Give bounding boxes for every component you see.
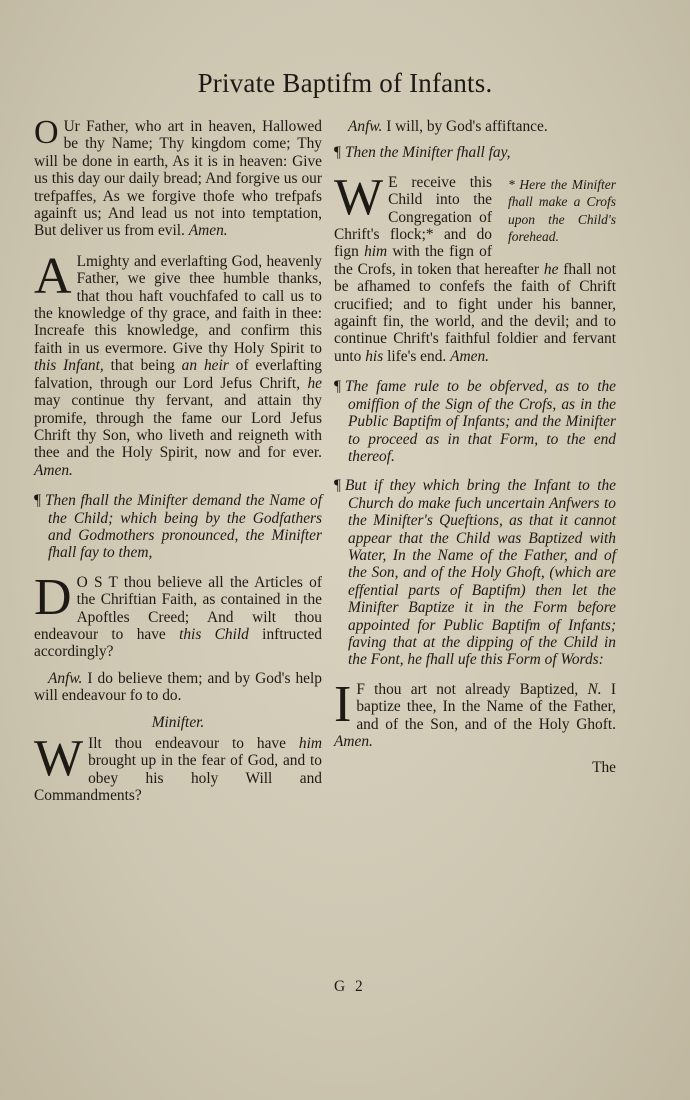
pilcrow-icon: ¶ <box>334 144 341 162</box>
lords-prayer-text: Ur Father, who art in heaven, Hallowed be thy Name; Thy kingdom come; Thy will be done in earth, As it is in heaven: Give us this day our daily bread; And forgive us our trefpaffes, As we forgive thofe who trefpafs againft us; And lead us not into temptation, But deliver us from evil. <box>34 118 322 240</box>
dropcap: W <box>334 168 384 226</box>
question-italic: this Child <box>179 625 249 643</box>
question-part: inftructed accordingly? <box>34 625 322 661</box>
rubric-uncertain-answers <box>334 477 616 668</box>
amen: Amen. <box>334 733 373 750</box>
receive-italic: he <box>543 260 559 278</box>
answer-label: Anfw. <box>348 118 383 135</box>
conditional-part: I baptize thee, In the Name of the Father, and of the Son, and of the Holy Ghoft. <box>356 680 616 733</box>
receive-part: life's end. <box>387 347 447 365</box>
pilcrow-icon: ¶ <box>34 492 41 510</box>
thanksgiving-part: that being <box>110 357 175 375</box>
thanksgiving-part: of everlafting falvation, through our Lord Jefus Chrift, <box>34 357 322 392</box>
signature-mark: G 2 <box>334 978 366 995</box>
answer-text: I do believe them; and by God's help will endeavour fo to do. <box>34 669 322 705</box>
dropcap: I <box>334 675 352 733</box>
dropcap: W <box>34 730 84 787</box>
conditional-italic: N. <box>587 680 602 698</box>
articles-question <box>34 568 322 661</box>
lords-prayer <box>34 114 322 240</box>
rubric-text: Then fhall the Minifter demand the Name of the Child; which being by the Godfathers and Godmothers pronounced, the Minifter fhall fay to them, <box>44 492 322 562</box>
receive-part: E receive this Child into the Congregation of Chrift's flock;* and do fign <box>334 173 492 261</box>
pilcrow-icon: ¶ <box>334 378 341 396</box>
thanksgiving-prayer <box>34 247 322 479</box>
thanksgiving-italic: he <box>307 374 322 392</box>
receive-part: fhall not be afhamed to confefs the faith of Chrift crucified; and to fight under his banner, againft fin, the world, and the devil; and to continue Chrift's faithful foldier and fervant unto <box>334 260 616 365</box>
left-column <box>34 114 322 818</box>
dropcap: A <box>34 247 72 305</box>
receive-part: with the fign of the Crofs, in token that hereafter <box>334 243 540 278</box>
question-part: O S T thou believe all the Articles of the Chriftian Faith, as contained in the Apoftles Creed; And wilt thou endeavour to have <box>34 573 322 643</box>
conditional-baptism <box>334 675 616 751</box>
catchword: The <box>592 759 616 777</box>
pilcrow-icon: ¶ <box>334 477 341 495</box>
dropcap: O <box>34 114 59 151</box>
amen: Amen. <box>450 347 490 365</box>
conditional-part: F thou art not already Baptized, <box>356 680 579 698</box>
margin-note: * Here the Minifter fhall make a Crofs upon the Child's forehead. <box>508 176 616 245</box>
rubric-minister-say <box>334 144 616 161</box>
receive-italic: him <box>364 243 388 261</box>
commandments-question <box>34 730 322 805</box>
answer-believe <box>34 670 322 705</box>
receive-italic: his <box>365 347 384 365</box>
answer-label: Anfw. <box>48 669 83 687</box>
rubric-text: Then the Minifter fhall fay, <box>344 144 511 162</box>
thanksgiving-italic: this Infant, <box>34 357 104 375</box>
amen: Amen. <box>188 222 228 240</box>
minister-label: Minifter. <box>151 713 205 731</box>
thanksgiving-part: may continue thy fervant, and attain thy promife, through the fame our Lord Jefus Chrift thy Son, who liveth and reigneth with thee and the Holy Spirit, now and for ever. <box>34 392 322 462</box>
thanksgiving-italic: an heir <box>181 357 229 375</box>
question2-part: brought up in the fear of God, and to obey his holy Will and Commandments? <box>34 752 322 805</box>
rubric-text: The fame rule to be obferved, as to the omiffion of the Sign of the Crofs, as in the Public Baptifm of Infants; and the Minifter to proceed as in that Form, to the end thereof. <box>344 378 616 465</box>
right-column <box>334 118 616 777</box>
answer-will <box>334 118 616 135</box>
amen: Amen. <box>34 461 73 479</box>
thanksgiving-part: Lmighty and everlafting God, heavenly Father, we give thee humble thanks, that thou haft vouchfafed to call us to the knowledge of thy grace, and faith in thee: Increafe this knowledge, and confirm this faith in us evermore. Give thy Holy Spirit to <box>34 252 322 357</box>
dropcap: D <box>34 568 72 626</box>
rubric-demand-name <box>34 492 322 562</box>
rubric-same-rule <box>334 378 616 465</box>
rubric-text: But if they which bring the Infant to the Church do make fuch uncertain Anfwers to the Minifter's Queftions, as that it cannot appear that the Child was Baptized with Water, In the Name of the Father, and of the Son, and of the Holy Ghoft, (which are effential parts of Baptifm) then let the Minifter Baptize it in the Form before appointed for Public Baptifm of Infants; faving that at the dipping of the Child in the Font, he fhall ufe this Form of Words: <box>344 477 616 669</box>
answer-text: I will, by God's affiftance. <box>386 118 548 135</box>
question2-italic: him <box>298 735 322 752</box>
question2-part: Ilt thou endeavour to have <box>88 735 286 752</box>
receive-prayer <box>334 168 616 365</box>
page-title: Private Baptifm of Infants. <box>197 68 493 98</box>
